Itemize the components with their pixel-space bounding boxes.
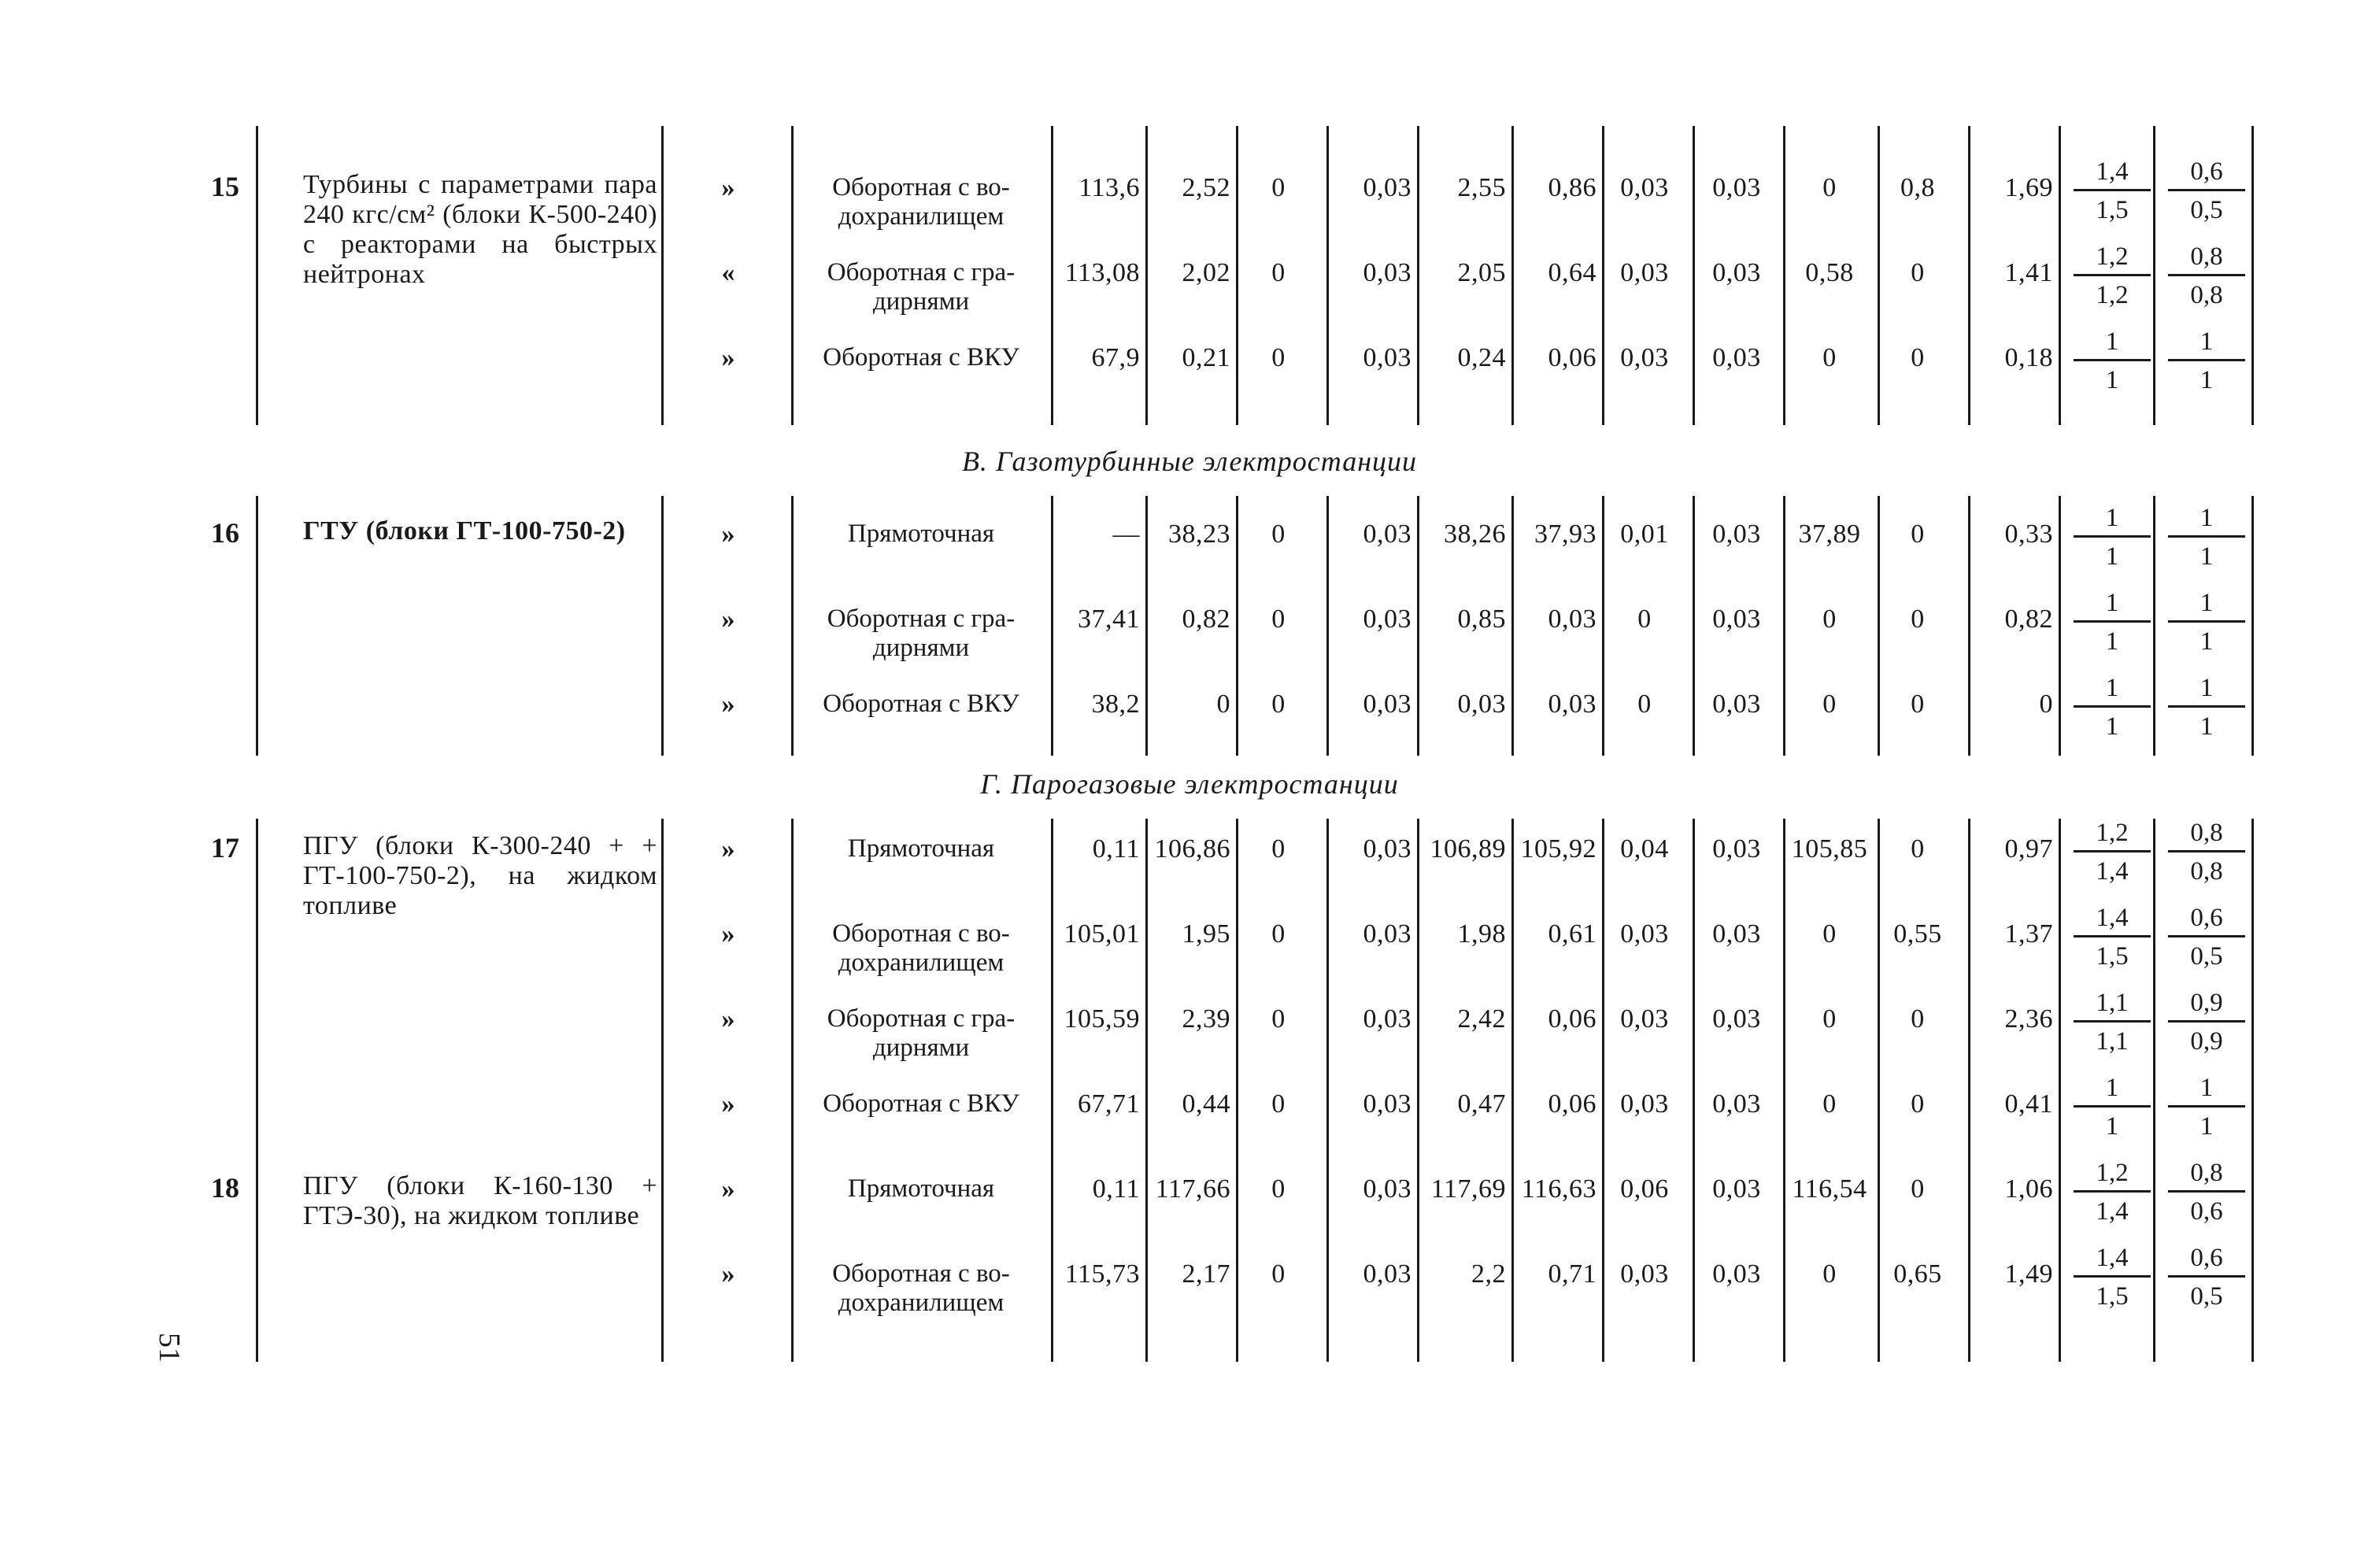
value-cell: 0,03 (1620, 258, 1669, 287)
ratio-fraction (2163, 1159, 2250, 1226)
water-supply-scheme (791, 1259, 1051, 1318)
fraction-denominator: 1 (2200, 1112, 2214, 1141)
value-cell: 1,98 (1457, 919, 1506, 949)
value-cell: 0,03 (1363, 690, 1411, 719)
value-cell: 0 (1637, 605, 1652, 634)
fraction-numerator: 0,8 (2168, 242, 2245, 276)
value-cell: 38,26 (1444, 520, 1506, 549)
water-supply-scheme (791, 258, 1051, 316)
value-cell: 0 (1271, 834, 1286, 864)
value-cell: — (1112, 520, 1140, 549)
value-cell: 0 (1271, 919, 1286, 949)
fraction-numerator: 1,2 (2074, 819, 2151, 852)
ditto-mark: » (721, 919, 735, 949)
value-cell: 38,23 (1168, 520, 1230, 549)
fraction-denominator: 1 (2200, 366, 2214, 394)
page-number: 51 (153, 1333, 186, 1363)
value-cell: 113,6 (1079, 173, 1140, 202)
column-rule (1783, 496, 1785, 756)
fraction-denominator: 1 (2105, 1112, 2119, 1141)
fraction-denominator: 0,8 (2190, 857, 2223, 886)
value-cell: 0,03 (1363, 834, 1411, 864)
fraction-numerator: 1 (2074, 327, 2151, 361)
value-cell: 0 (1271, 343, 1286, 372)
value-cell: 117,66 (1155, 1174, 1230, 1204)
fraction-denominator: 1 (2200, 627, 2214, 656)
ditto-mark: » (721, 343, 735, 372)
ditto-mark: » (721, 1089, 735, 1119)
column-rule (1417, 496, 1419, 756)
value-cell: 0,03 (1712, 1259, 1761, 1289)
fraction-denominator: 1 (2200, 542, 2214, 571)
fraction-numerator: 1 (2168, 1074, 2245, 1108)
ratio-fraction (2163, 904, 2250, 971)
fraction-numerator: 1,2 (2074, 1159, 2151, 1193)
value-cell: 0,03 (1363, 1174, 1411, 1204)
water-supply-scheme (791, 919, 1051, 978)
column-rule (661, 496, 664, 756)
fraction-numerator: 1 (2074, 504, 2151, 538)
value-cell: 2,17 (1182, 1259, 1230, 1289)
column-rule (2059, 126, 2061, 425)
value-cell: 0,03 (1712, 520, 1761, 549)
scheme-line: Оборотная с во- (832, 173, 1010, 202)
fraction-denominator: 1,2 (2096, 281, 2129, 309)
value-cell: 1,49 (2004, 1259, 2053, 1289)
value-cell: 0 (1637, 690, 1652, 719)
table-section-v (0, 496, 2379, 756)
value-cell: 0,55 (1893, 919, 1942, 949)
scheme-line: дохранилищем (838, 202, 1005, 231)
ratio-fraction (2163, 674, 2250, 741)
value-cell: 0 (1911, 605, 1925, 634)
fraction-denominator: 0,5 (2190, 942, 2223, 971)
value-cell: 0,61 (1548, 919, 1596, 949)
value-cell: 0,11 (1092, 1174, 1140, 1204)
value-cell: 0,03 (1363, 1089, 1411, 1119)
ditto-mark: » (721, 1174, 735, 1204)
fraction-denominator: 1 (2105, 627, 2119, 656)
value-cell: 0,24 (1457, 343, 1506, 372)
scheme-line: Оборотная с ВКУ (823, 690, 1019, 718)
value-cell: 0 (1911, 1089, 1925, 1119)
value-cell: 0,06 (1548, 343, 1596, 372)
value-cell: 0,06 (1548, 1089, 1596, 1119)
column-rule (256, 496, 258, 756)
value-cell: 0,41 (2004, 1089, 2053, 1119)
fraction-denominator: 1 (2105, 366, 2119, 394)
value-cell: 0 (1911, 343, 1925, 372)
value-cell: 0,03 (1548, 690, 1596, 719)
ratio-fraction (2069, 327, 2155, 394)
value-cell: 37,93 (1534, 520, 1596, 549)
ratio-fraction (2163, 989, 2250, 1056)
value-cell: 37,89 (1798, 520, 1861, 549)
value-cell: 0,03 (1363, 258, 1411, 287)
ditto-mark: » (721, 605, 735, 634)
value-cell: 0,03 (1712, 343, 1761, 372)
column-rule (2251, 496, 2254, 756)
value-cell: 67,71 (1078, 1089, 1140, 1119)
ratio-fraction (2163, 157, 2250, 224)
water-supply-scheme (791, 605, 1051, 663)
value-cell: 0,03 (1712, 690, 1761, 719)
value-cell: 0 (1822, 343, 1837, 372)
value-cell: 116,63 (1521, 1174, 1596, 1204)
scheme-line: дохранилищем (838, 1289, 1005, 1317)
value-cell: 0 (1822, 605, 1837, 634)
value-cell: 0 (1822, 1004, 1837, 1034)
ratio-fraction (2069, 819, 2155, 886)
ratio-fraction (2069, 589, 2155, 656)
scheme-line: Оборотная с во- (832, 919, 1010, 948)
value-cell: 0,03 (1363, 173, 1411, 202)
scheme-line: дирнями (872, 1034, 970, 1062)
column-rule (1783, 819, 1785, 1362)
value-cell: 0 (1271, 1089, 1286, 1119)
value-cell: 37,41 (1078, 605, 1140, 634)
column-rule (256, 126, 258, 425)
value-cell: 106,89 (1430, 834, 1506, 864)
ditto-mark: » (721, 173, 735, 202)
ratio-fraction (2163, 327, 2250, 394)
value-cell: 0 (1911, 1004, 1925, 1034)
value-cell: 0,03 (1620, 1259, 1669, 1289)
value-cell: 2,39 (1182, 1004, 1230, 1034)
value-cell: 0,03 (1620, 173, 1669, 202)
scheme-line: дирнями (872, 287, 970, 316)
value-cell: 0,47 (1457, 1089, 1506, 1119)
table-section-b (0, 126, 2379, 425)
unit-description: ГТУ (блоки ГТ-100-750-2) (303, 516, 626, 545)
section-title-gas-turbine: В. Газотурбинные электростанции (961, 446, 1418, 477)
fraction-denominator: 1,1 (2096, 1027, 2129, 1056)
value-cell: 0,03 (1548, 605, 1596, 634)
fraction-denominator: 0,9 (2190, 1027, 2223, 1056)
value-cell: 0,18 (2004, 343, 2053, 372)
column-rule (1783, 126, 1785, 425)
value-cell: 0,03 (1712, 834, 1761, 864)
value-cell: 0,82 (2004, 605, 2053, 634)
fraction-numerator: 1 (2168, 327, 2245, 361)
value-cell: 0,03 (1363, 919, 1411, 949)
value-cell: 0,03 (1620, 343, 1669, 372)
fraction-numerator: 1 (2168, 674, 2245, 708)
fraction-numerator: 1,4 (2074, 157, 2151, 191)
value-cell: 0,03 (1712, 173, 1761, 202)
value-cell: 0 (1911, 834, 1925, 864)
fraction-numerator: 0,6 (2168, 1244, 2245, 1278)
ratio-fraction (2163, 819, 2250, 886)
value-cell: 0 (2039, 690, 2053, 719)
fraction-numerator: 1 (2074, 589, 2151, 623)
ratio-fraction (2069, 242, 2155, 309)
fraction-numerator: 1 (2168, 504, 2245, 538)
ditto-mark: » (721, 1004, 735, 1034)
ratio-fraction (2069, 674, 2155, 741)
value-cell: 105,92 (1520, 834, 1596, 864)
ratio-fraction (2163, 1244, 2250, 1311)
value-cell: 0 (1271, 1259, 1286, 1289)
column-rule (1051, 496, 1053, 756)
value-cell: 105,85 (1791, 834, 1868, 864)
column-rule (1417, 819, 1419, 1362)
ditto-mark: » (721, 834, 735, 864)
value-cell: 0,33 (2004, 520, 2053, 549)
ratio-fraction (2069, 1159, 2155, 1226)
value-cell: 1,06 (2004, 1174, 2053, 1204)
fraction-denominator: 1,4 (2096, 857, 2129, 886)
value-cell: 0,03 (1712, 1174, 1761, 1204)
value-cell: 0,03 (1712, 919, 1761, 949)
water-supply-scheme (791, 690, 1051, 719)
fraction-numerator: 1,4 (2074, 1244, 2151, 1278)
value-cell: 0,03 (1712, 258, 1761, 287)
table-section-g (0, 819, 2379, 1362)
value-cell: 0,11 (1092, 834, 1140, 864)
value-cell: 0 (1911, 1174, 1925, 1204)
value-cell: 0 (1271, 605, 1286, 634)
ratio-fraction (2163, 242, 2250, 309)
value-cell: 105,01 (1064, 919, 1140, 949)
value-cell: 0,85 (1457, 605, 1506, 634)
value-cell: 106,86 (1154, 834, 1230, 864)
value-cell: 0,03 (1363, 1004, 1411, 1034)
fraction-denominator: 0,5 (2190, 1282, 2223, 1311)
value-cell: 0 (1271, 1004, 1286, 1034)
column-rule (2251, 126, 2254, 425)
value-cell: 0 (1911, 258, 1925, 287)
ratio-fraction (2163, 589, 2250, 656)
value-cell: 0 (1822, 690, 1837, 719)
scheme-line: дохранилищем (838, 949, 1005, 977)
value-cell: 105,59 (1064, 1004, 1140, 1034)
value-cell: 2,02 (1182, 258, 1230, 287)
water-supply-scheme (791, 1004, 1051, 1063)
value-cell: 0,06 (1548, 1004, 1596, 1034)
value-cell: 0 (1911, 690, 1925, 719)
value-cell: 67,9 (1091, 343, 1140, 372)
value-cell: 0,97 (2004, 834, 2053, 864)
row-number: 15 (211, 171, 239, 202)
scheme-line: Оборотная с ВКУ (823, 343, 1019, 372)
column-rule (256, 819, 258, 1362)
value-cell: 0,65 (1893, 1259, 1942, 1289)
fraction-denominator: 1 (2200, 712, 2214, 741)
value-cell: 0,03 (1712, 605, 1761, 634)
value-cell: 0,03 (1457, 690, 1506, 719)
column-rule (661, 126, 664, 425)
value-cell: 0 (1822, 173, 1837, 202)
fraction-denominator: 1 (2105, 712, 2119, 741)
section-title-combined-cycle: Г. Парогазовые электростанции (980, 768, 1399, 800)
value-cell: 0,44 (1182, 1089, 1230, 1119)
scheme-line: Прямоточная (847, 1174, 995, 1203)
value-cell: 117,69 (1430, 1174, 1506, 1204)
scheme-line: Оборотная с гра- (827, 605, 1016, 633)
value-cell: 0,03 (1620, 919, 1669, 949)
fraction-numerator: 1,4 (2074, 904, 2151, 937)
ratio-fraction (2069, 1074, 2155, 1141)
water-supply-scheme (791, 1174, 1051, 1204)
water-supply-scheme (791, 834, 1051, 864)
value-cell: 0 (1822, 919, 1837, 949)
column-rule (1051, 819, 1053, 1362)
value-cell: 0 (1271, 520, 1286, 549)
fraction-numerator: 0,6 (2168, 157, 2245, 191)
fraction-numerator: 1,1 (2074, 989, 2151, 1023)
value-cell: 0,71 (1548, 1259, 1596, 1289)
value-cell: 0 (1911, 520, 1925, 549)
water-supply-scheme (791, 1089, 1051, 1119)
value-cell: 0 (1822, 1259, 1837, 1289)
value-cell: 0,86 (1548, 173, 1596, 202)
value-cell: 0,03 (1363, 520, 1411, 549)
value-cell: 0,03 (1712, 1089, 1761, 1119)
fraction-numerator: 1,2 (2074, 242, 2151, 276)
fraction-numerator: 0,8 (2168, 819, 2245, 852)
value-cell: 0 (1271, 1174, 1286, 1204)
water-supply-scheme (791, 343, 1051, 372)
unit-description: ПГУ (блоки К-300-240 + + ГТ-100-750-2), на жидком топливе (303, 831, 657, 920)
fraction-denominator: 0,6 (2190, 1197, 2223, 1226)
row-number: 18 (211, 1172, 239, 1204)
value-cell: 2,36 (2004, 1004, 2053, 1034)
ratio-fraction (2069, 904, 2155, 971)
scheme-line: Оборотная с гра- (827, 258, 1016, 287)
fraction-numerator: 1 (2168, 589, 2245, 623)
water-supply-scheme (791, 520, 1051, 549)
value-cell: 0,03 (1363, 1259, 1411, 1289)
column-rule (2059, 819, 2061, 1362)
column-rule (1417, 126, 1419, 425)
value-cell: 0 (1271, 173, 1286, 202)
value-cell: 0,06 (1620, 1174, 1669, 1204)
value-cell: 115,73 (1064, 1259, 1140, 1289)
water-supply-scheme (791, 173, 1051, 231)
ditto-mark: » (721, 1259, 735, 1289)
value-cell: 2,2 (1471, 1259, 1506, 1289)
ratio-fraction (2069, 1244, 2155, 1311)
fraction-denominator: 1,5 (2096, 942, 2129, 971)
value-cell: 113,08 (1064, 258, 1140, 287)
value-cell: 0,64 (1548, 258, 1596, 287)
value-cell: 0,03 (1620, 1004, 1669, 1034)
ditto-mark: « (721, 258, 735, 287)
scheme-line: Оборотная с ВКУ (823, 1089, 1019, 1118)
value-cell: 2,52 (1182, 173, 1230, 202)
unit-description: Турбины с параметрами пара 240 кгс/см² (блоки К-500-240) с реакторами на быстрых нейтронах (303, 170, 657, 289)
fraction-denominator: 1 (2105, 542, 2119, 571)
value-cell: 2,42 (1457, 1004, 1506, 1034)
fraction-numerator: 0,6 (2168, 904, 2245, 937)
unit-description: ПГУ (блоки К-160-130 + ГТЭ-30), на жидком топливе (303, 1171, 657, 1230)
ratio-fraction (2163, 504, 2250, 571)
value-cell: 1,95 (1182, 919, 1230, 949)
value-cell: 0,03 (1363, 605, 1411, 634)
fraction-numerator: 1 (2074, 1074, 2151, 1108)
fraction-denominator: 1,5 (2096, 1282, 2129, 1311)
row-number: 17 (211, 832, 239, 864)
ditto-mark: » (721, 520, 735, 549)
value-cell: 0,03 (1620, 1089, 1669, 1119)
row-number: 16 (211, 517, 239, 549)
ratio-fraction (2163, 1074, 2250, 1141)
value-cell: 0,01 (1620, 520, 1669, 549)
scheme-line: Оборотная с гра- (827, 1004, 1016, 1033)
fraction-denominator: 1,5 (2096, 196, 2129, 224)
column-rule (1051, 126, 1053, 425)
scheme-line: дирнями (872, 634, 970, 662)
value-cell: 0,21 (1182, 343, 1230, 372)
value-cell: 0,8 (1900, 173, 1935, 202)
value-cell: 0 (1271, 258, 1286, 287)
scheme-line: Оборотная с во- (832, 1259, 1010, 1288)
value-cell: 2,05 (1457, 258, 1506, 287)
column-rule (661, 819, 664, 1362)
column-rule (2059, 496, 2061, 756)
ratio-fraction (2069, 157, 2155, 224)
ditto-mark: » (721, 690, 735, 719)
column-rule (2251, 819, 2254, 1362)
ratio-fraction (2069, 504, 2155, 571)
value-cell: 0,03 (1363, 343, 1411, 372)
value-cell: 0 (1271, 690, 1286, 719)
value-cell: 2,55 (1457, 173, 1506, 202)
value-cell: 0,82 (1182, 605, 1230, 634)
fraction-numerator: 0,8 (2168, 1159, 2245, 1193)
fraction-denominator: 0,5 (2190, 196, 2223, 224)
value-cell: 0 (1822, 1089, 1837, 1119)
fraction-numerator: 0,9 (2168, 989, 2245, 1023)
value-cell: 1,69 (2004, 173, 2053, 202)
value-cell: 0,03 (1712, 1004, 1761, 1034)
fraction-denominator: 1,4 (2096, 1197, 2129, 1226)
ratio-fraction (2069, 989, 2155, 1056)
value-cell: 0,58 (1805, 258, 1854, 287)
scheme-line: Прямоточная (847, 520, 995, 548)
scheme-line: Прямоточная (847, 834, 995, 863)
value-cell: 0 (1216, 690, 1230, 719)
value-cell: 38,2 (1091, 690, 1140, 719)
fraction-numerator: 1 (2074, 674, 2151, 708)
value-cell: 0,04 (1620, 834, 1669, 864)
value-cell: 116,54 (1792, 1174, 1867, 1204)
fraction-denominator: 0,8 (2190, 281, 2223, 309)
value-cell: 1,41 (2004, 258, 2053, 287)
value-cell: 1,37 (2004, 919, 2053, 949)
